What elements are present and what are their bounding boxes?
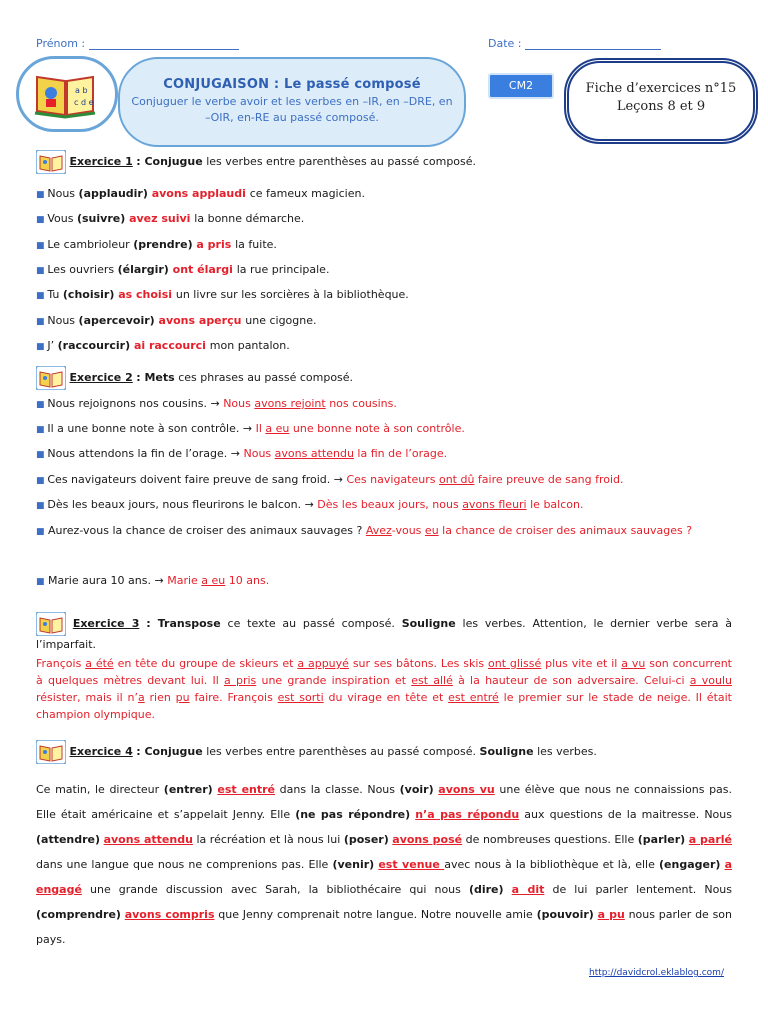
text-segment: la récréation et là nous lui [192,833,344,846]
ex3-title: Exercice 3 [72,617,140,630]
bullet-icon: ■ [36,316,48,327]
ex4-text [36,777,732,952]
underlined-verb: pu [175,691,190,704]
infinitive: (attendre) [36,833,101,846]
ex2-item7-question: Marie aura 10 ans. [48,574,151,587]
infinitive: (engager) [659,858,721,871]
question: Ces navigateurs doivent faire preuve de sang froid. [47,472,334,486]
ex3-instruction2: les verbes. Attention, le dernier verbe sera à l’imparfait. [36,617,733,651]
ex2-item6: ■ Aurez-vous la chance de croiser des animaux sauvages ? Avez-vous eu la chance de croiser des animaux sauvages ? [36,524,693,537]
bullet-icon: ■ [36,215,48,226]
title-banner [118,57,466,147]
infinitive: (parler) [637,833,686,846]
answer: a pris [196,237,236,251]
text-segment: avec nous à la bibliothèque et là, elle [444,858,660,871]
list-item [36,263,329,276]
infinitive: (prendre) [133,237,197,251]
answer-verb: avons vu [438,783,495,796]
list-item [36,339,290,352]
prenom-label: Prénom : [36,37,86,50]
answer-verb: ont dû [438,472,475,486]
book-icon [36,612,66,636]
ex4-instruction: les verbes entre parenthèses au passé composé. [206,745,477,758]
book-icon [36,740,66,764]
ex4-instruction2: les verbes. [537,745,597,758]
answer [346,473,623,486]
answer-verb: a parlé [688,833,733,846]
book-icon [36,366,66,390]
date-field[interactable] [488,37,661,50]
answer-end: faire preuve de sang froid. [474,472,624,486]
date-blank[interactable] [525,39,661,50]
underlined-verb: est allé [411,674,453,687]
answer: ont élargi [172,262,237,276]
question: Il a une bonne note à son contrôle. [47,422,243,436]
text-segment: Ce matin, le directeur [36,783,164,796]
arrow: → [333,472,347,486]
list-item [36,314,317,327]
list-item [36,498,583,511]
ex2-item6-verb2: eu [424,524,439,537]
list-item [36,397,397,410]
infinitive: (raccourcir) [57,338,134,352]
arrow: → [230,447,244,461]
answer: avez suivi [129,212,195,226]
ex2-item6-question: Aurez-vous la chance de croiser des animaux sauvages ? [48,524,363,537]
underlined-verb: a pris [224,674,257,687]
ex2-verb: Mets [144,371,175,384]
arrow: → [154,574,164,587]
text-segment: résister, mais il n’ [36,691,138,704]
text-segment: François [36,657,86,670]
answer-end: une bonne note à son contrôle. [289,422,465,436]
fiche-number: Fiche d’exercices n°15 [585,81,737,96]
bullet-icon: ■ [36,425,48,436]
underlined-verb: a appuyé [297,657,349,670]
text-segment: aux questions de la maitresse. Nous [519,808,732,821]
answer-verb: n’a pas répondu [415,808,520,821]
book-icon [36,150,66,174]
text-segment: nous parler de son pays. [36,908,733,946]
answer-start: Dès les beaux jours, nous [317,497,463,511]
infinitive: (applaudir) [78,187,152,200]
list-item [36,473,624,486]
complement: la rue principale. [236,262,330,276]
answer-verb: avons compris [124,908,215,921]
bullet-icon: ■ [36,341,48,352]
text-segment: à la hauteur de son adversaire. Celui-ci [452,674,690,687]
complement: un livre sur les sorcières à la bibliothèque. [175,288,409,302]
subject: Nous [47,313,79,327]
ex2-item6-verb1: Avez [365,524,392,537]
ex4-heading: Exercice 4 : Conjugue les verbes entre parenthèses au passé composé. Souligne les verbes. [36,740,597,764]
text-segment: une élève que nous ne connaissions pas. Elle était américaine et s’appelait Jenny. Elle [36,783,733,821]
text-segment: une grande discussion avec Sarah, la bibliothécaire qui nous [81,883,469,896]
list-item [36,288,409,301]
bullet-icon: ■ [36,500,48,511]
answer-verb: est venue [378,858,445,871]
text-segment: dans une langue que nous ne comprenions pas. Elle [36,858,333,871]
page-title: CONJUGAISON : Le passé composé [163,77,421,92]
answer: avons applaudi [151,187,250,200]
ex1-heading: Exercice 1 : Conjugue les verbes entre parenthèses au passé composé. [36,150,476,174]
ex2-title: Exercice 2 [69,371,133,384]
infinitive: (apercevoir) [78,313,159,327]
ex4-verb2: Souligne [479,745,534,758]
ex2-item7: ■ Marie aura 10 ans. → Marie a eu 10 ans. [36,574,270,587]
answer [317,498,583,511]
level-badge: CM2 [488,73,554,99]
ex2-instruction: ces phrases au passé composé. [178,371,354,384]
answer-start: Nous [223,397,255,410]
infinitive: (poser) [343,833,389,846]
answer-start: Ces navigateurs [346,472,439,486]
answer-verb: avons attendu [274,447,354,461]
prenom-blank[interactable] [89,39,239,50]
subject: Tu [47,288,63,302]
ex1-verb: Conjugue [144,155,203,168]
underlined-verb: est entré [448,691,499,704]
underlined-verb: a [137,691,145,704]
infinitive: (élargir) [117,262,173,276]
underlined-verb: ont glissé [488,657,542,670]
date-label: Date : [488,37,522,50]
bullet-icon: ■ [36,400,48,410]
answer [256,422,465,435]
text-segment: le premier sur le stade de neige. Il était champion olympique. [36,691,732,721]
complement: la fuite. [235,237,277,251]
answer-verb: avons fleuri [462,497,527,511]
ex3-instruction: ce texte au passé composé. [227,617,395,630]
ex2-item7-a2: 10 ans. [225,574,270,587]
underlined-verb: est sorti [277,691,324,704]
answer-verb: avons attendu [103,833,193,846]
fiche-lessons: Leçons 8 et 9 [616,99,706,114]
answer [223,397,397,410]
text-segment: dans la classe. Nous [275,783,400,796]
text-segment: de lui parler lentement. Nous [544,883,733,896]
answer-start: Il [255,422,266,436]
infinitive: (comprendre) [36,908,121,921]
text-segment: sur ses bâtons. Les skis [348,657,488,670]
svg-text:c d e: c d e [74,98,94,107]
ex2-item7-verb: a eu [201,574,226,587]
text-segment: en tête du groupe de skieurs et [113,657,298,670]
fiche-box [564,58,758,144]
answer-start: Nous [243,447,275,461]
ex3-verb2: Souligne [401,617,456,630]
subject: Le cambrioleur [47,237,134,251]
text-segment: plus vite et il [541,657,622,670]
text-segment: de nombreuses questions. Elle [462,833,638,846]
answer-end: nos cousins. [325,397,397,410]
open-book-icon [19,59,115,129]
infinitive: (entrer) [163,783,213,796]
infinitive: (venir) [332,858,375,871]
ex3-answer-text [36,655,732,723]
arrow: → [210,397,224,410]
answer-verb: avons posé [392,833,463,846]
underlined-verb: a été [85,657,114,670]
answer-verb: a dit [511,883,545,896]
footer-link[interactable]: http://davidcrol.eklablog.com/ [589,968,724,978]
infinitive: (choisir) [62,288,119,302]
complement: une cigogne. [245,313,317,327]
text-segment [504,883,512,896]
answer-end: la fin de l’orage. [353,447,448,461]
bullet-icon: ■ [36,475,48,486]
list-item [36,447,447,460]
question: Nous rejoignons nos cousins. [47,397,211,410]
list-item [36,212,304,225]
answer-end: le balcon. [526,497,584,511]
bullet-icon: ■ [36,450,48,461]
subject: Vous [47,212,77,226]
list-item [36,238,277,251]
answer-verb: a pu [597,908,625,921]
text-segment: faire. François [189,691,278,704]
text-segment: son concurrent à quelques mètres devant lui. Il [36,657,732,687]
question: Nous attendons la fin de l’orage. [47,447,231,461]
page-subtitle: Conjuguer le verbe avoir et les verbes en –IR, en –DRE, en –OIR, en-RE au passé composé. [131,95,453,124]
bullet-icon: ■ [36,291,48,302]
ex1-title: Exercice 1 [69,155,133,168]
underlined-verb: a vu [621,657,646,670]
complement: ce fameux magicien. [249,187,365,200]
ex2-heading: Exercice 2 : Mets ces phrases au passé composé. [36,366,353,390]
list-item [36,187,365,200]
bullet-icon: ■ [36,265,48,276]
ex2-item6-mid: -vous [391,524,425,537]
arrow: → [304,497,318,511]
arrow: → [242,422,256,436]
list-item [36,422,465,435]
answer [244,447,448,460]
text-segment: du virage en tête et [323,691,449,704]
ex2-item6-rest: la chance de croiser des animaux sauvages ? [438,524,693,537]
ex4-title: Exercice 4 [69,745,133,758]
answer-verb: est entré [217,783,276,796]
text-segment: rien [144,691,176,704]
answer: avons aperçu [158,313,246,327]
question: Dès les beaux jours, nous fleurirons le balcon. [47,497,305,511]
subject: Nous [47,187,79,200]
answer-verb: avons rejoint [254,397,326,410]
infinitive: (suivre) [76,212,130,226]
answer-verb: a engagé [36,858,732,896]
infinitive: (voir) [399,783,434,796]
answer: as choisi [118,288,176,302]
ex3-heading: Exercice 3 : Transpose ce texte au passé composé. Souligne les verbes. Attention, le dernier verbe sera à l’imparfait. [36,612,732,654]
subject: Les ouvriers [47,262,118,276]
complement: mon pantalon. [209,338,290,352]
infinitive: (pouvoir) [536,908,594,921]
answer-verb: a eu [265,422,290,436]
svg-text:a b: a b [75,86,88,95]
bullet-icon: ■ [36,190,48,200]
book-logo [16,56,118,132]
text-segment: que Jenny comprenait notre langue. Notre nouvelle amie [214,908,537,921]
ex1-instruction: les verbes entre parenthèses au passé composé. [206,155,477,168]
subject: J’ [47,338,58,352]
infinitive: (ne pas répondre) [295,808,411,821]
text-segment: une grande inspiration et [256,674,412,687]
complement: la bonne démarche. [194,212,305,226]
bullet-icon: ■ [36,240,48,251]
ex2-item7-a1: Marie [167,574,202,587]
prenom-field[interactable] [36,37,239,50]
underlined-verb: a voulu [689,674,732,687]
ex4-verb: Conjugue [144,745,203,758]
answer: ai raccourci [133,338,210,352]
infinitive: (dire) [468,883,504,896]
ex3-verb: Transpose [157,617,221,630]
